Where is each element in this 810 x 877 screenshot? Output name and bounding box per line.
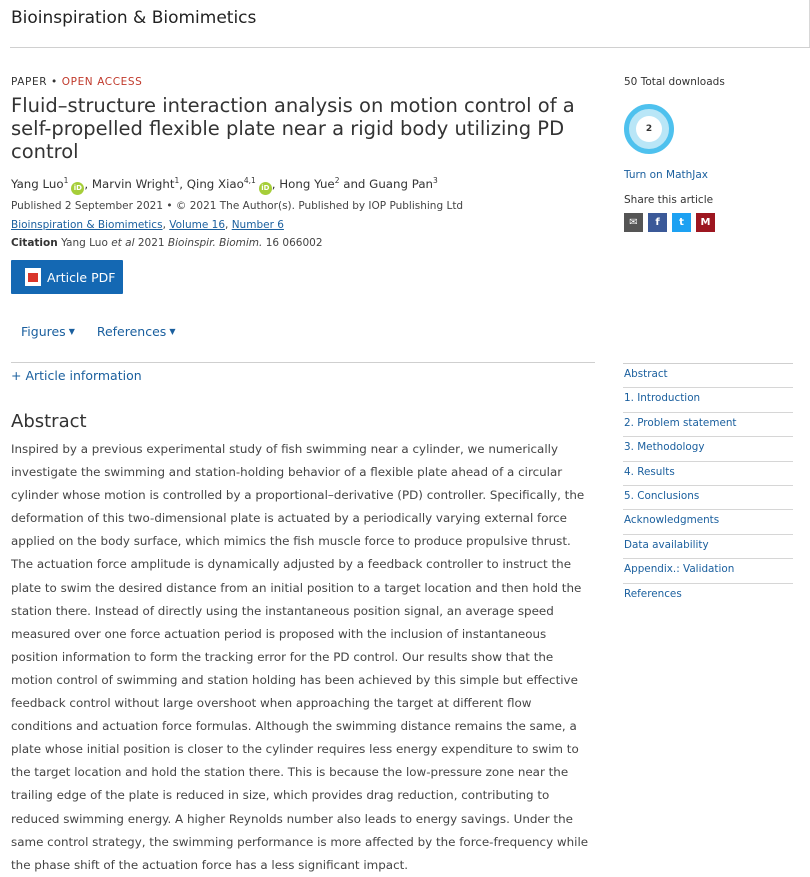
mendeley-icon[interactable]: M <box>696 213 715 232</box>
orcid-icon[interactable]: iD <box>71 182 84 195</box>
author-separator: , <box>179 176 187 191</box>
author-name[interactable]: Hong Yue <box>279 176 335 191</box>
abstract-heading: Abstract <box>11 411 87 432</box>
facebook-icon[interactable]: f <box>648 213 667 232</box>
citation-etal: et al <box>111 236 135 249</box>
author-affiliation: 1 <box>63 176 69 185</box>
author-separator: and <box>339 176 370 191</box>
article-type: PAPER <box>11 76 48 88</box>
toc-item[interactable]: Acknowledgments <box>623 509 793 533</box>
author-name[interactable]: Qing Xiao <box>186 176 244 191</box>
twitter-icon[interactable]: t <box>672 213 691 232</box>
toc-item[interactable]: Appendix.: Validation <box>623 558 793 582</box>
toc-item[interactable]: 4. Results <box>623 461 793 485</box>
author-affiliation: 1 <box>174 176 180 185</box>
number-link[interactable]: Number 6 <box>231 218 284 231</box>
total-downloads: 50 Total downloads <box>624 76 725 88</box>
author-name[interactable]: Guang Pan <box>369 176 434 191</box>
published-line: Published 2 September 2021 • © 2021 The Author(s). Published by IOP Publishing Ltd <box>11 199 464 212</box>
author-affiliation: 3 <box>433 176 438 185</box>
table-of-contents <box>623 363 793 607</box>
author-affiliation: 2 <box>334 176 340 185</box>
article-information-toggle[interactable]: + Article information <box>11 368 142 383</box>
sidebar <box>624 76 794 228</box>
citation-authors: Yang Luo <box>61 236 108 249</box>
author-name[interactable]: Yang Luo <box>11 176 64 191</box>
citation-label: Citation <box>11 236 58 249</box>
author-separator: , <box>271 176 280 191</box>
altmetric-badge[interactable] <box>624 104 674 154</box>
author-list <box>11 173 595 195</box>
citation-year: 2021 <box>137 236 165 249</box>
toc-item[interactable]: 1. Introduction <box>623 387 793 411</box>
tab-references[interactable] <box>97 324 176 339</box>
mathjax-toggle[interactable]: Turn on MathJax <box>624 169 709 181</box>
volume-link[interactable]: Volume 16 <box>169 218 226 231</box>
share-icons <box>624 213 715 232</box>
tab-references-label: References <box>96 324 167 339</box>
author-affiliation: 4,1 <box>243 176 256 185</box>
citation-line <box>11 237 595 249</box>
altmetric-score: 2 <box>636 116 662 142</box>
mail-icon[interactable]: ✉ <box>624 213 643 232</box>
toc-item[interactable]: 2. Problem statement <box>623 412 793 436</box>
toc-item[interactable]: Data availability <box>623 534 793 558</box>
tab-figures-label: Figures <box>21 324 66 339</box>
toc-item[interactable]: 5. Conclusions <box>623 485 793 509</box>
kicker-separator: • <box>47 76 62 88</box>
citation-ref: 16 066002 <box>265 236 323 249</box>
caret-down-icon: ▼ <box>169 327 176 336</box>
citation-journal: Bioinspir. Biomim. <box>167 236 263 249</box>
abstract-text: Inspired by a previous experimental study of fish swimming near a cylinder, we numerically investigate the swimming and station-holding behavior of a flexible plate ahead of a circular cylinder whose motion is controlled by a proportional–derivative (PD) controller. Specifically, the deformation of this two-dimensional plate is actuated by a periodically varying external force applied on the body surface, which mimics the fish muscle force to produce propulsive thrust. The actuation force amplitude is dynamically adjusted by a feedback controller to instruct the plate to swim the desired distance from an initial position to a target location and then hold the station there. Instead of directly using the instantaneous position signal, an average speed measured over one force actuation period is proposed with the inclusion of instantaneous position information to form the tracking error for the PD control. Our results show that the motion control of swimming and station holding has been achieved by this simple but effective feedback control without large overshoot when approaching the target at different flow conditions and actuation force formulas. Although the swimming distance remains the same, a plate whose initial position is closer to the cylinder requires less energy expenditure to swim to the target location and hold the station there. This is because the low-pressure zone near the trailing edge of the plate is reduced in size, which provides drag reduction, contributing to reduced swimming energy. A higher Reynolds number also leads to energy savings. Under the same control strategy, the swimming performance is more affected by the force-frequency while the phase shift of the actuation force has a less significant impact. <box>11 442 589 872</box>
caret-down-icon: ▼ <box>68 327 75 336</box>
toc-item[interactable]: 3. Methodology <box>623 436 793 460</box>
article-main <box>11 76 595 872</box>
journal-title[interactable]: Bioinspiration & Biomimetics <box>11 8 257 28</box>
journal-issue-links: Bioinspiration & Biomimetics, Volume 16, Number 6 <box>11 218 284 231</box>
toc-item[interactable]: Abstract <box>623 363 793 387</box>
article-title: Fluid–structure interaction analysis on motion control of a self-propelled flexible plate near a rigid body utilizing PD control <box>11 94 575 163</box>
toc-item[interactable]: References <box>623 583 793 607</box>
article-kicker <box>11 76 595 88</box>
content-tabs <box>21 324 175 339</box>
pdf-icon <box>25 268 41 286</box>
article-pdf-label: Article PDF <box>47 269 116 285</box>
tab-figures[interactable] <box>21 324 75 339</box>
tabs-divider <box>11 362 595 363</box>
article-pdf-button[interactable] <box>11 260 123 294</box>
author-separator: , <box>84 176 92 191</box>
author-name[interactable]: Marvin Wright <box>91 176 175 191</box>
journal-link[interactable]: Bioinspiration & Biomimetics <box>11 218 163 231</box>
open-access-label: OPEN ACCESS <box>61 76 143 88</box>
header-divider <box>10 47 810 48</box>
share-label: Share this article <box>624 194 714 206</box>
orcid-icon[interactable]: iD <box>259 182 272 195</box>
